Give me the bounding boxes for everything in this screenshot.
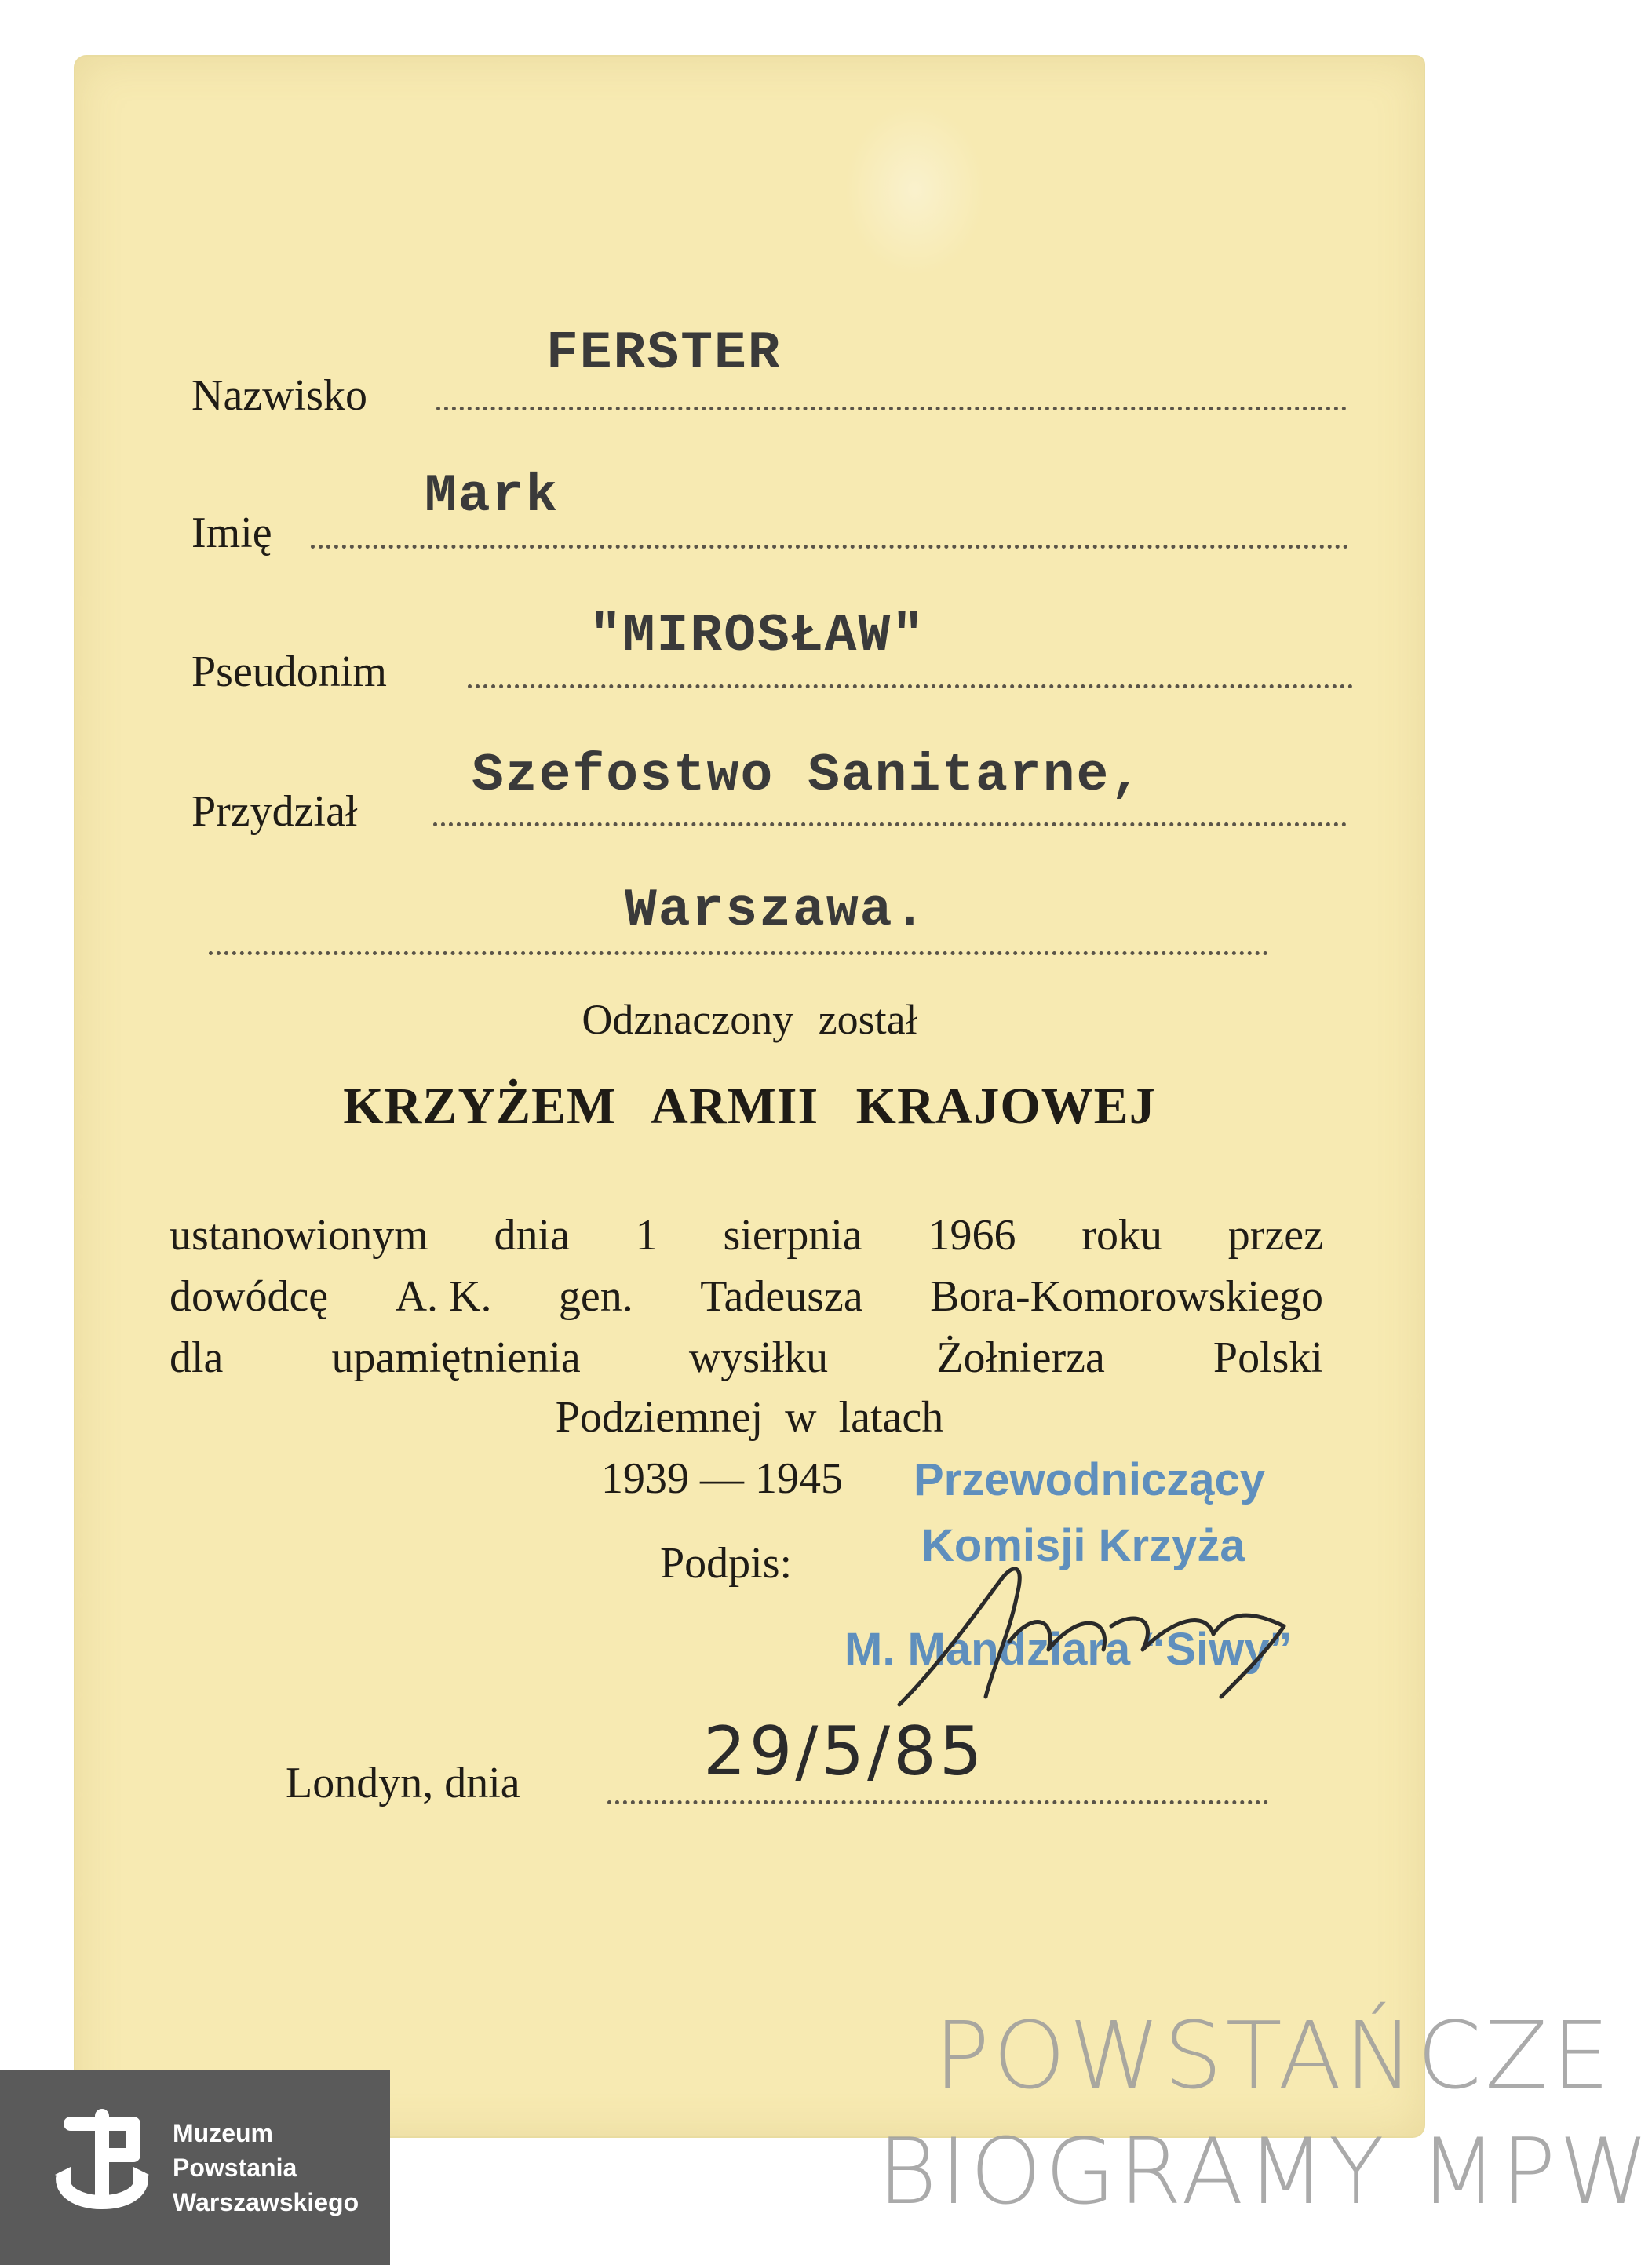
paper-stain [844,104,986,276]
stamp-line-1: Przewodniczący [914,1454,1266,1505]
body-word: wysiłku [688,1333,829,1382]
stamp-line-3: M. Mandziara “Siwy” [844,1624,1293,1675]
assignment-value-line1: Szefostwo Sanitarne, [472,746,1144,806]
body-word: 1 [635,1211,658,1260]
assignment-dotted-line [433,822,1347,826]
body-word: przez [1227,1211,1323,1260]
museum-logo [0,2070,390,2265]
body-line-2 [170,1271,1323,1322]
body-line-1 [170,1210,1323,1260]
stamp-line-2: Komisji Krzyża [921,1520,1245,1571]
surname-value: FERSTER [546,323,782,384]
award-certificate-card [75,57,1424,2136]
years-text: 1939 — 1945 [601,1454,843,1503]
watermark-line-2: BIOGRAMY MPW [877,2119,1652,2225]
awarded-text: Odznaczony został [582,996,917,1043]
body-word: Tadeusza [700,1272,863,1321]
museum-logo-line-2: Powstania [173,2154,297,2182]
anchor-icon [47,2108,157,2226]
assignment-value-line2: Warszawa. [625,881,928,941]
body-word: sierpnia [723,1211,862,1260]
body-line-3 [170,1333,1323,1383]
body-word: dnia [494,1211,570,1260]
assignment-dotted-line-2 [209,951,1268,955]
date-dotted-line [607,1800,1268,1804]
body-word: 1966 [928,1211,1016,1260]
body-word: dowódcę [170,1272,329,1321]
body-word: A. K. [395,1272,492,1321]
body-line-4: Podziemnej w latach [555,1393,944,1442]
body-word: Żołnierza [936,1333,1105,1382]
first-name-dotted-line [311,545,1348,549]
surname-label: Nazwisko [191,371,367,420]
body-word: gen. [558,1272,633,1321]
pseudonym-value: "MIROSŁAW" [589,606,926,666]
signature-label: Podpis: [660,1539,793,1588]
assignment-label: Przydział [191,787,358,836]
body-word: dla [170,1333,224,1382]
body-word: upamiętnienia [331,1333,581,1382]
museum-logo-line-3: Warszawskiego [173,2188,359,2216]
museum-logo-line-1: Muzeum [173,2119,273,2147]
pseudonym-label: Pseudonim [191,647,387,696]
medal-title: KRZYŻEM ARMII KRAJOWEJ [343,1078,1156,1135]
surname-dotted-line [436,407,1347,410]
body-word: Polski [1213,1333,1323,1382]
place-date-label: Londyn, dnia [286,1759,520,1807]
watermark-line-1: POWSTAŃCZE [934,2001,1614,2110]
first-name-label: Imię [191,509,272,557]
body-word: Bora-Komorowskiego [930,1272,1323,1321]
body-word: roku [1081,1211,1162,1260]
handwritten-signature [876,1548,1315,1728]
pseudonym-dotted-line [468,684,1353,688]
first-name-value: Mark [425,466,560,527]
body-word: ustanowionym [170,1211,428,1260]
date-value: 29/5/85 [703,1712,986,1791]
